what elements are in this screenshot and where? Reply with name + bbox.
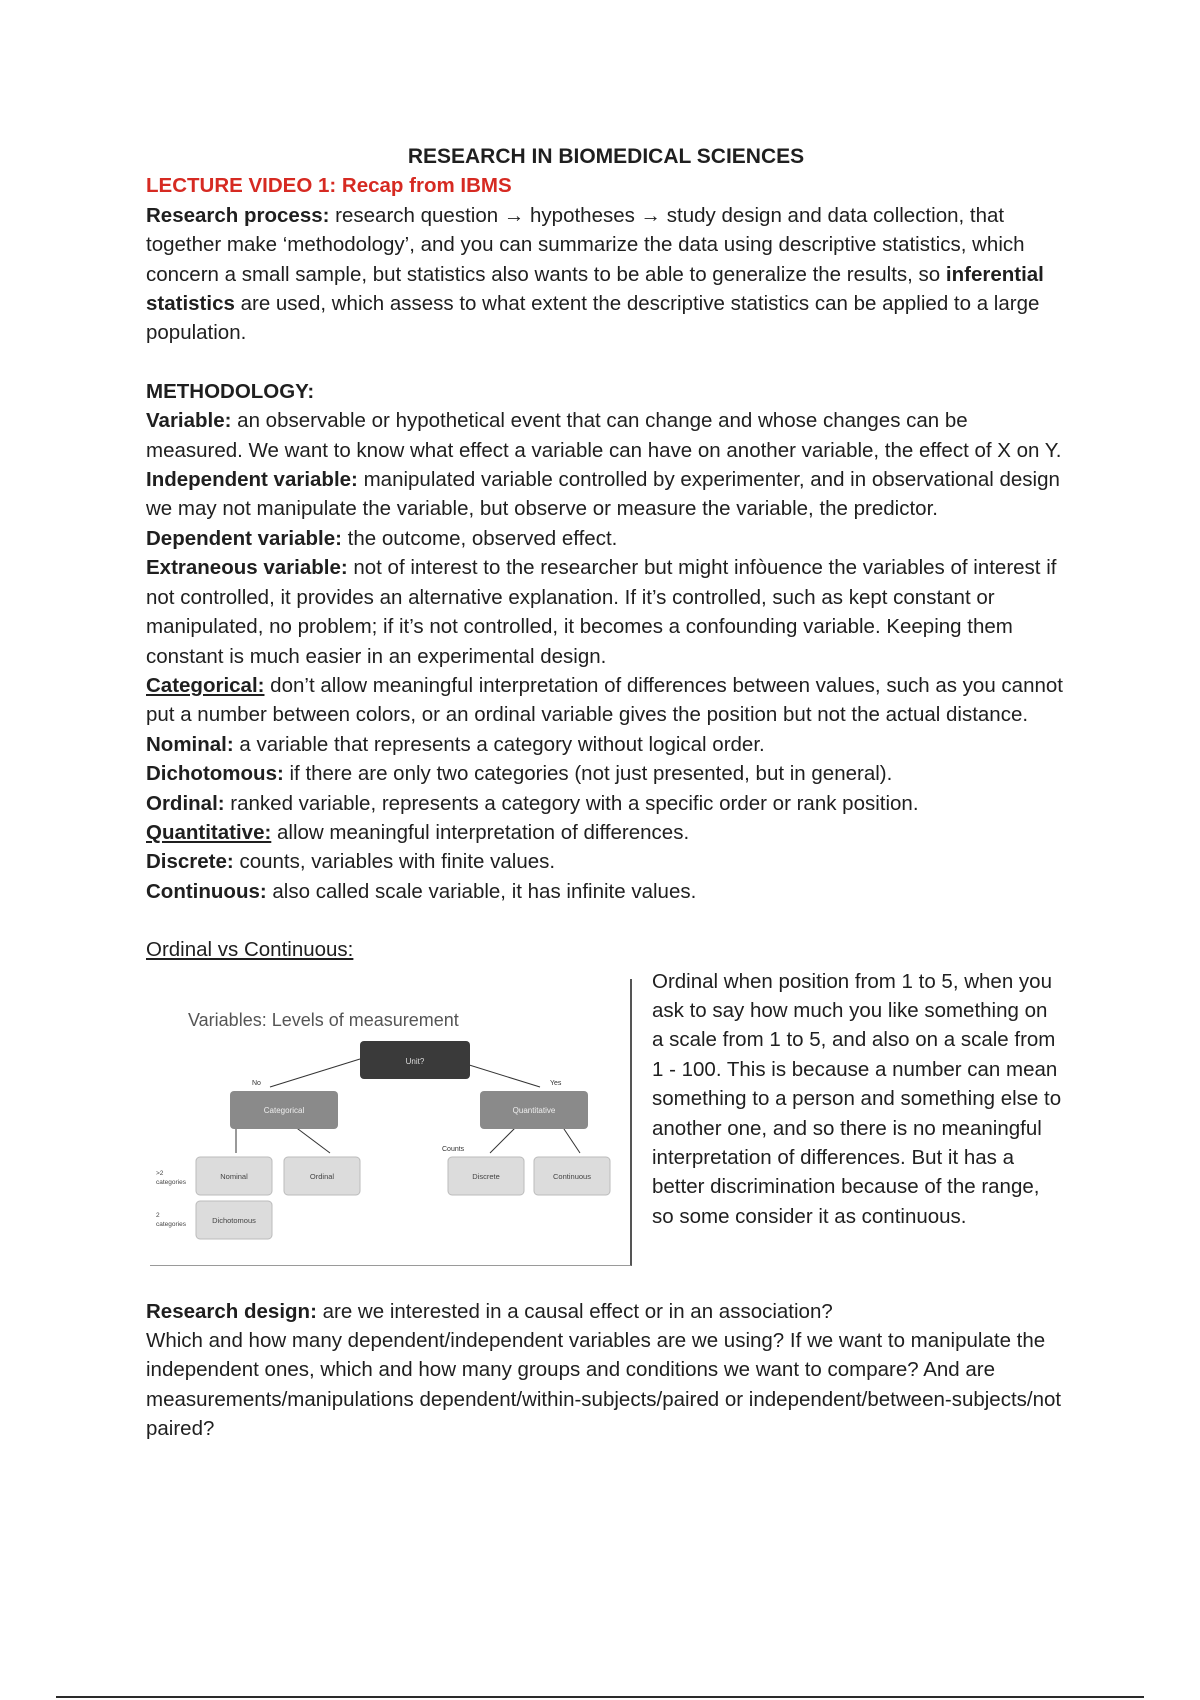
term-discrete	[146, 847, 1066, 876]
research-design-label: Research design:	[146, 1299, 317, 1323]
research-process-text-2: are used, which assess to what extent the descriptive statistics can be applied to a large population.	[146, 292, 1040, 345]
term-definition: don’t allow meaningful interpretation of differences between values, such as you cannot put a number between colors, or an ordinal variable gives the position but not the actual distance.	[146, 673, 1063, 727]
lecture-heading: LECTURE VIDEO 1: Recap from IBMS	[146, 174, 512, 198]
term-ordinal	[146, 789, 1066, 818]
term-definition: allow meaningful interpretation of differences.	[271, 820, 690, 844]
levels-of-measurement-diagram	[150, 979, 630, 1265]
research-process-label: Research process:	[146, 203, 330, 227]
term-definition: counts, variables with finite values.	[233, 850, 556, 874]
term-label: Ordinal:	[146, 791, 225, 815]
research-design-paragraph	[146, 1297, 1066, 1326]
term-label: Independent variable:	[146, 468, 358, 492]
document-content	[146, 142, 1066, 1444]
term-label: Extraneous variable:	[146, 556, 348, 580]
counts-label: Counts	[442, 1145, 465, 1153]
term-dependent-variable	[146, 524, 1066, 553]
research-design-questions: Which and how many dependent/independent variables are we using? If we want to manipulate the independent ones, which and how many groups and conditions we want to compare? And are measurements/manipulations dependent/within-subjects/paired or independent/between-subjects/not paired?	[146, 1328, 1062, 1441]
research-process-text-1: research question → hypotheses → study design and data collection, that together make ‘methodology’, and you can summarize the data using descriptive statistics, which concern a small sample, but statistics also wants to be able to generalize the results, so	[146, 203, 1025, 286]
inferential-statistics-term: inferential statistics	[146, 262, 1044, 316]
yes-label: Yes	[550, 1079, 562, 1087]
spacer	[146, 348, 1066, 377]
ordinal-vs-continuous-heading: Ordinal vs Continuous:	[146, 938, 354, 962]
figure-row	[146, 967, 1066, 1297]
term-dichotomous	[146, 759, 1066, 788]
spacer	[146, 906, 1066, 935]
methodology-heading-text: METHODOLOGY:	[146, 379, 315, 403]
nominal-node-label: Nominal	[220, 1171, 248, 1181]
research-process-paragraph	[146, 201, 1066, 348]
term-definition: an observable or hypothetical event that can change and whose changes can be measured. We want to know what effect a variable can have on another variable, the effect of X on Y.	[146, 409, 1062, 462]
ordinal-node-label: Ordinal	[309, 1171, 335, 1181]
term-nominal	[146, 730, 1066, 759]
two-categories-label-b: categories	[156, 1220, 186, 1228]
term-definition: manipulated variable controlled by experimenter, and in observational design we may not manipulate the variable, but observe or measure the variable, the predictor.	[146, 468, 1060, 521]
continuous-node-label: Continuous	[553, 1171, 591, 1181]
term-definition: if there are only two categories (not just presented, but in general).	[283, 762, 893, 786]
research-design-text-1: are we interested in a causal effect or in an association?	[316, 1299, 833, 1323]
dichotomous-node-label: Dichotomous	[212, 1215, 256, 1225]
term-continuous	[146, 877, 1066, 906]
term-label: Quantitative:	[146, 820, 272, 844]
term-definition: a variable that represents a category without logical order.	[233, 732, 765, 756]
term-label: Discrete:	[146, 850, 234, 874]
levels-of-measurement-figure	[150, 979, 632, 1266]
document-title: RESEARCH IN BIOMEDICAL SCIENCES	[407, 145, 805, 168]
term-label: Nominal:	[146, 732, 234, 756]
term-definition: the outcome, observed effect.	[341, 526, 618, 550]
figure-title: Variables: Levels of measurement	[188, 1009, 459, 1030]
term-label: Variable:	[146, 409, 232, 433]
methodology-heading	[146, 377, 1066, 406]
term-definition: not of interest to the researcher but might infòuence the variables of interest if not controlled, it provides an alternative explanation. If it’s controlled, such as kept constant or manipulated, no problem; if it’s not controlled, it becomes a confounding variable. Keeping them constant is much easier in an experimental design.	[146, 556, 1057, 668]
root-node-label: Unit?	[405, 1056, 425, 1066]
term-variable	[146, 406, 1066, 465]
term-extraneous-variable	[146, 553, 1066, 671]
gt2-categories-label-b: categories	[156, 1178, 186, 1186]
categorical-node-label: Categorical	[263, 1105, 305, 1115]
footer-rule	[56, 1696, 1144, 1698]
discrete-node-label: Discrete	[472, 1171, 500, 1181]
two-categories-label-a: 2	[156, 1211, 160, 1219]
gt2-categories-label-a: >2	[156, 1169, 164, 1177]
term-independent-variable	[146, 465, 1066, 524]
term-label: Dichotomous:	[146, 762, 284, 786]
term-quantitative	[146, 818, 1066, 847]
term-label: Dependent variable:	[146, 526, 342, 550]
term-categorical	[146, 671, 1066, 730]
term-definition: ranked variable, represents a category with a specific order or rank position.	[224, 791, 919, 815]
quantitative-node-label: Quantitative	[512, 1105, 556, 1115]
no-label: No	[252, 1079, 261, 1087]
ordinal-vs-continuous-explanation: Ordinal when position from 1 to 5, when you ask to say how much you like something on a scale from 1 to 5, and also on a scale from 1 - 100. This is because a number can mean something to a person and something else to another one, and so there is no meaningful interpretation of differences. But it has a better discrimination because of the range, so some consider it as continuous.	[652, 969, 1062, 1228]
term-definition: also called scale variable, it has infinite values.	[266, 879, 697, 903]
term-label: Continuous:	[146, 879, 267, 903]
term-label: Categorical:	[146, 673, 265, 697]
